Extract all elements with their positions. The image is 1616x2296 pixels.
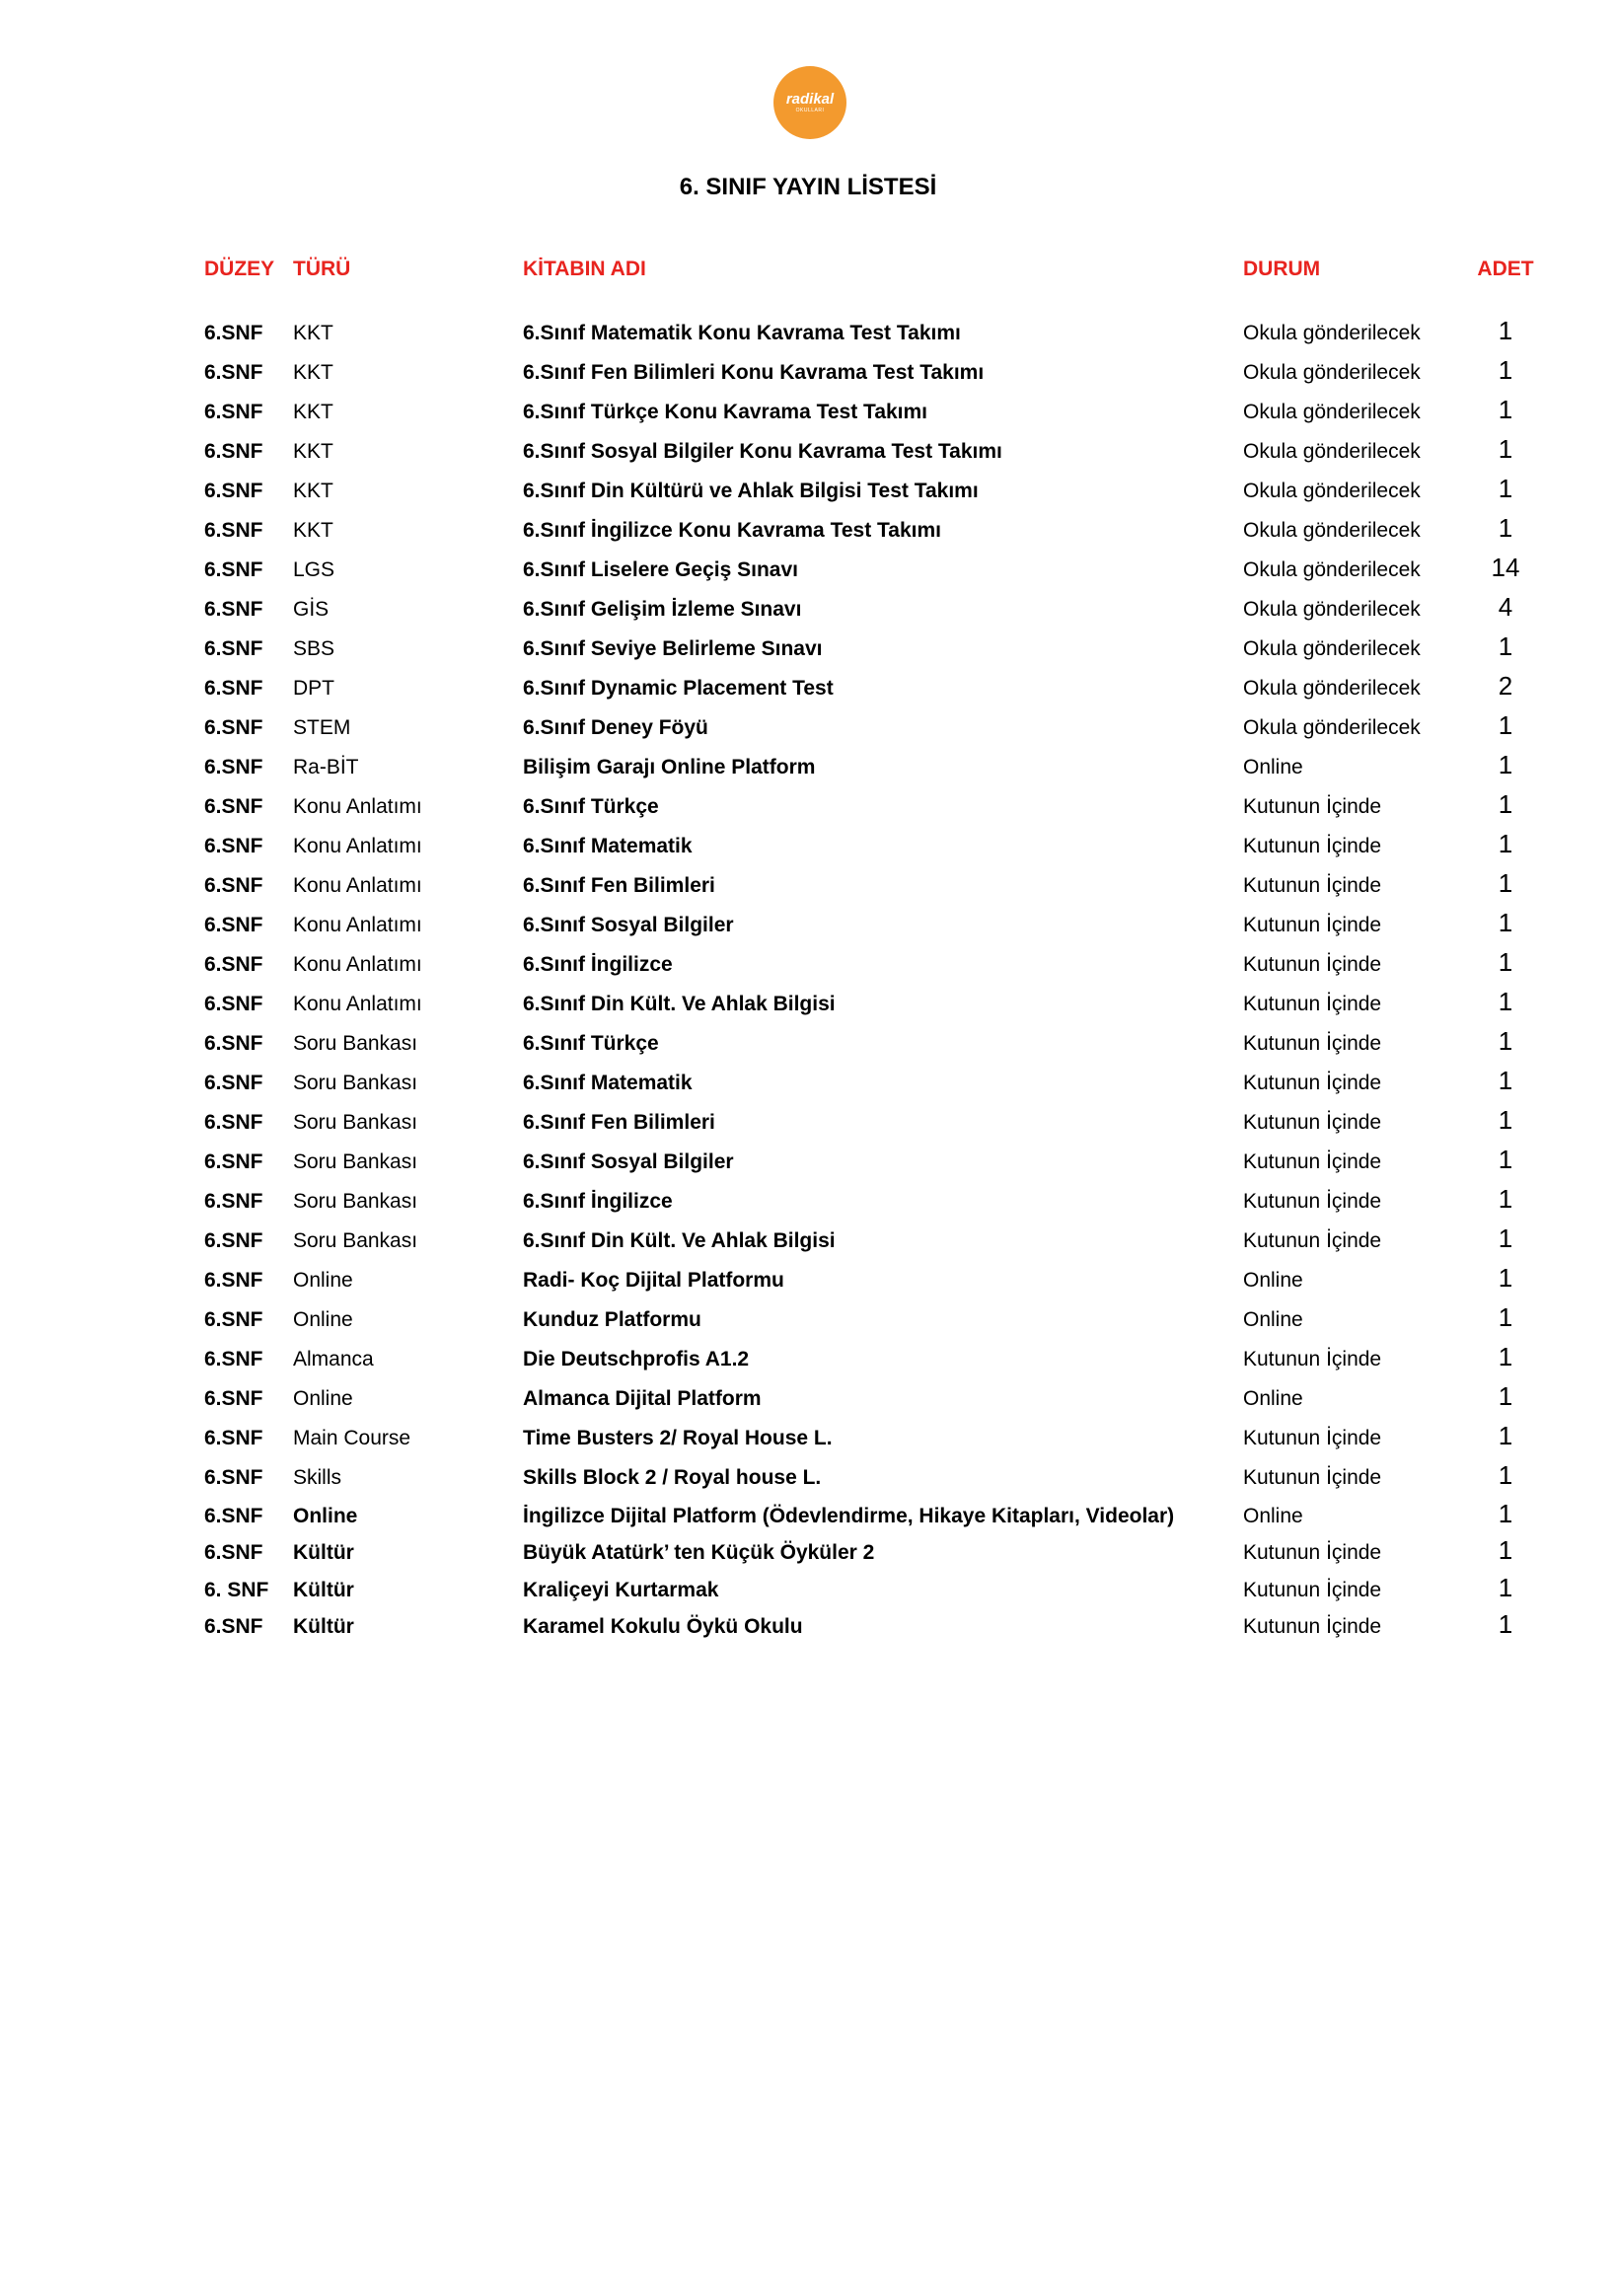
row-book-name: 6.Sınıf Gelişim İzleme Sınavı <box>523 598 802 621</box>
table-row <box>0 1300 1616 1340</box>
header-status: DURUM <box>1243 258 1321 280</box>
row-book-name: 6.Sınıf Sosyal Bilgiler <box>523 914 734 936</box>
table-row <box>0 906 1616 945</box>
row-status: Kutunun İçinde <box>1243 914 1382 936</box>
row-status: Kutunun İçinde <box>1243 1190 1382 1213</box>
row-quantity: 1 <box>1498 1066 1513 1095</box>
table-row <box>0 1572 1616 1608</box>
row-status: Online <box>1243 1387 1303 1410</box>
row-status: Okula gönderilecek <box>1243 519 1421 542</box>
table-row <box>0 393 1616 432</box>
row-type: Konu Anlatımı <box>293 993 422 1015</box>
row-type: Konu Anlatımı <box>293 874 422 897</box>
row-quantity: 1 <box>1498 750 1513 779</box>
row-level: 6.SNF <box>204 637 263 660</box>
table-row <box>0 866 1616 906</box>
row-level: 6.SNF <box>204 1150 263 1173</box>
row-quantity: 1 <box>1498 474 1513 503</box>
row-type: Online <box>293 1387 353 1410</box>
row-quantity: 1 <box>1498 1381 1513 1411</box>
row-quantity: 1 <box>1498 1421 1513 1450</box>
row-status: Kutunun İçinde <box>1243 1427 1382 1449</box>
row-type: Soru Bankası <box>293 1072 418 1094</box>
row-status: Kutunun İçinde <box>1243 1614 1382 1638</box>
table-row <box>0 708 1616 748</box>
row-status: Okula gönderilecek <box>1243 480 1421 502</box>
table-row <box>0 1534 1616 1571</box>
logo-subtext: OKULLARI <box>795 107 825 113</box>
row-level: 6.SNF <box>204 1466 263 1489</box>
row-type: LGS <box>293 558 335 581</box>
row-book-name: 6.Sınıf Liselere Geçiş Sınavı <box>523 558 798 581</box>
row-book-name: 6.Sınıf İngilizce <box>523 953 673 976</box>
row-status: Kutunun İçinde <box>1243 874 1382 897</box>
row-book-name: 6.Sınıf Türkçe Konu Kavrama Test Takımı <box>523 401 928 423</box>
row-level: 6.SNF <box>204 480 263 502</box>
row-level: 6.SNF <box>204 1072 263 1094</box>
publication-table <box>0 314 1616 1645</box>
row-quantity: 1 <box>1498 316 1513 345</box>
table-row <box>0 630 1616 669</box>
row-quantity: 14 <box>1491 553 1520 582</box>
row-type: KKT <box>293 480 333 502</box>
row-level: 6.SNF <box>204 1541 263 1565</box>
table-row <box>0 827 1616 866</box>
row-book-name: 6.Sınıf Fen Bilimleri <box>523 1111 715 1134</box>
row-status: Kutunun İçinde <box>1243 1229 1382 1252</box>
row-quantity: 1 <box>1498 513 1513 543</box>
row-quantity: 2 <box>1498 671 1513 701</box>
row-status: Okula gönderilecek <box>1243 440 1421 463</box>
row-book-name: Kunduz Platformu <box>523 1308 701 1331</box>
row-book-name: Skills Block 2 / Royal house L. <box>523 1466 822 1489</box>
row-type: Soru Bankası <box>293 1150 418 1173</box>
row-status: Okula gönderilecek <box>1243 637 1421 660</box>
table-row <box>0 1064 1616 1103</box>
row-level: 6.SNF <box>204 914 263 936</box>
row-quantity: 4 <box>1498 592 1513 622</box>
row-level: 6.SNF <box>204 1387 263 1410</box>
row-type: Skills <box>293 1466 342 1489</box>
table-row <box>0 1379 1616 1419</box>
row-quantity: 1 <box>1498 710 1513 740</box>
row-level: 6.SNF <box>204 874 263 897</box>
row-type: Kültür <box>293 1541 354 1565</box>
row-type: KKT <box>293 401 333 423</box>
row-status: Kutunun İçinde <box>1243 1072 1382 1094</box>
row-type: Soru Bankası <box>293 1190 418 1213</box>
row-level: 6.SNF <box>204 598 263 621</box>
table-row <box>0 511 1616 551</box>
row-book-name: 6.Sınıf Deney Föyü <box>523 716 708 739</box>
table-row <box>0 1261 1616 1300</box>
row-status: Online <box>1243 756 1303 778</box>
row-status: Kutunun İçinde <box>1243 953 1382 976</box>
row-status: Online <box>1243 1308 1303 1331</box>
row-status: Online <box>1243 1505 1303 1527</box>
row-level: 6.SNF <box>204 677 263 700</box>
row-type: DPT <box>293 677 334 700</box>
row-status: Okula gönderilecek <box>1243 598 1421 621</box>
row-quantity: 1 <box>1498 1302 1513 1332</box>
row-level: 6. SNF <box>204 1578 269 1601</box>
table-row <box>0 985 1616 1024</box>
row-type: Kültür <box>293 1614 354 1638</box>
row-book-name: 6.Sınıf Din Kültürü ve Ahlak Bilgisi Test Takımı <box>523 480 979 502</box>
row-type: STEM <box>293 716 351 739</box>
row-type: Kültür <box>293 1578 354 1601</box>
row-quantity: 1 <box>1498 908 1513 937</box>
row-level: 6.SNF <box>204 993 263 1015</box>
row-quantity: 1 <box>1498 947 1513 977</box>
table-row <box>0 1498 1616 1534</box>
row-status: Kutunun İçinde <box>1243 1348 1382 1370</box>
row-quantity: 1 <box>1498 631 1513 661</box>
row-level: 6.SNF <box>204 835 263 857</box>
row-book-name: 6.Sınıf Matematik <box>523 835 693 857</box>
row-status: Kutunun İçinde <box>1243 1466 1382 1489</box>
table-header <box>0 258 1616 287</box>
row-type: KKT <box>293 519 333 542</box>
table-row <box>0 472 1616 511</box>
row-quantity: 1 <box>1498 1342 1513 1371</box>
row-quantity: 1 <box>1498 434 1513 464</box>
row-type: KKT <box>293 361 333 384</box>
row-type: Konu Anlatımı <box>293 914 422 936</box>
row-level: 6.SNF <box>204 1032 263 1055</box>
row-status: Kutunun İçinde <box>1243 1541 1382 1565</box>
row-status: Okula gönderilecek <box>1243 716 1421 739</box>
row-level: 6.SNF <box>204 1348 263 1370</box>
row-book-name: Almanca Dijital Platform <box>523 1387 762 1410</box>
row-quantity: 1 <box>1498 355 1513 385</box>
row-level: 6.SNF <box>204 440 263 463</box>
row-book-name: 6.Sınıf Seviye Belirleme Sınavı <box>523 637 823 660</box>
row-quantity: 1 <box>1498 1145 1513 1174</box>
row-book-name: 6.Sınıf Sosyal Bilgiler Konu Kavrama Test Takımı <box>523 440 1002 463</box>
logo-text: radikal <box>785 90 835 108</box>
table-row <box>0 314 1616 353</box>
row-level: 6.SNF <box>204 1111 263 1134</box>
row-status: Okula gönderilecek <box>1243 401 1421 423</box>
row-quantity: 1 <box>1498 829 1513 858</box>
row-level: 6.SNF <box>204 361 263 384</box>
row-type: Konu Anlatımı <box>293 835 422 857</box>
table-row <box>0 1340 1616 1379</box>
row-quantity: 1 <box>1498 1026 1513 1056</box>
table-row <box>0 551 1616 590</box>
row-type: Soru Bankası <box>293 1111 418 1134</box>
row-status: Kutunun İçinde <box>1243 1111 1382 1134</box>
row-status: Kutunun İçinde <box>1243 993 1382 1015</box>
table-row <box>0 1419 1616 1458</box>
row-quantity: 1 <box>1498 1535 1513 1566</box>
table-row <box>0 1458 1616 1498</box>
row-type: GİS <box>293 598 330 621</box>
row-status: Online <box>1243 1269 1303 1292</box>
row-level: 6.SNF <box>204 1229 263 1252</box>
row-level: 6.SNF <box>204 1269 263 1292</box>
row-book-name: 6.Sınıf İngilizce Konu Kavrama Test Takımı <box>523 519 941 542</box>
table-row <box>0 748 1616 787</box>
row-type: Almanca <box>293 1348 374 1370</box>
row-book-name: 6.Sınıf Din Kült. Ve Ahlak Bilgisi <box>523 1229 836 1252</box>
row-status: Kutunun İçinde <box>1243 795 1382 818</box>
row-level: 6.SNF <box>204 756 263 778</box>
row-type: Soru Bankası <box>293 1032 418 1055</box>
row-book-name: 6.Sınıf Türkçe <box>523 1032 659 1055</box>
row-level: 6.SNF <box>204 519 263 542</box>
row-book-name: Die Deutschprofis A1.2 <box>523 1348 750 1370</box>
row-level: 6.SNF <box>204 795 263 818</box>
row-book-name: 6.Sınıf Sosyal Bilgiler <box>523 1150 734 1173</box>
row-book-name: Kraliçeyi Kurtarmak <box>523 1578 719 1601</box>
row-book-name: 6.Sınıf İngilizce <box>523 1190 673 1213</box>
row-book-name: 6.Sınıf Türkçe <box>523 795 659 818</box>
row-level: 6.SNF <box>204 1308 263 1331</box>
table-row <box>0 353 1616 393</box>
row-book-name: 6.Sınıf Fen Bilimleri <box>523 874 715 897</box>
row-level: 6.SNF <box>204 558 263 581</box>
row-quantity: 1 <box>1498 789 1513 819</box>
row-book-name: 6.Sınıf Fen Bilimleri Konu Kavrama Test Takımı <box>523 361 985 384</box>
table-row <box>0 1143 1616 1182</box>
row-book-name: Time Busters 2/ Royal House L. <box>523 1427 833 1449</box>
row-quantity: 1 <box>1498 1572 1513 1602</box>
row-book-name: Büyük Atatürk’ ten Küçük Öyküler 2 <box>523 1541 875 1565</box>
row-status: Okula gönderilecek <box>1243 677 1421 700</box>
row-status: Okula gönderilecek <box>1243 322 1421 344</box>
row-type: Main Course <box>293 1427 411 1449</box>
row-type: KKT <box>293 440 333 463</box>
row-level: 6.SNF <box>204 1427 263 1449</box>
row-book-name: Bilişim Garajı Online Platform <box>523 756 816 778</box>
row-type: Online <box>293 1308 353 1331</box>
row-level: 6.SNF <box>204 716 263 739</box>
row-type: SBS <box>293 637 335 660</box>
row-quantity: 1 <box>1498 1460 1513 1490</box>
row-level: 6.SNF <box>204 401 263 423</box>
row-quantity: 1 <box>1498 1184 1513 1214</box>
table-row <box>0 1103 1616 1143</box>
row-type: Online <box>293 1505 358 1527</box>
row-type: Konu Anlatımı <box>293 795 422 818</box>
row-quantity: 1 <box>1498 1223 1513 1253</box>
page-title: 6. SINIF YAYIN LİSTESİ <box>679 174 937 200</box>
table-row <box>0 1024 1616 1064</box>
row-level: 6.SNF <box>204 1190 263 1213</box>
table-row <box>0 590 1616 630</box>
row-type: Soru Bankası <box>293 1229 418 1252</box>
header-quantity: ADET <box>1477 258 1534 280</box>
row-status: Kutunun İçinde <box>1243 1032 1382 1055</box>
header-level: DÜZEY <box>204 258 275 280</box>
row-type: Online <box>293 1269 353 1292</box>
school-logo <box>773 66 846 139</box>
row-type: KKT <box>293 322 333 344</box>
row-status: Kutunun İçinde <box>1243 1578 1382 1601</box>
table-row <box>0 1608 1616 1645</box>
table-row <box>0 787 1616 827</box>
table-row <box>0 669 1616 708</box>
row-status: Kutunun İçinde <box>1243 835 1382 857</box>
table-row <box>0 1222 1616 1261</box>
row-quantity: 1 <box>1498 1608 1513 1639</box>
row-book-name: 6.Sınıf Dynamic Placement Test <box>523 677 834 700</box>
row-quantity: 1 <box>1498 1105 1513 1135</box>
row-quantity: 1 <box>1498 987 1513 1016</box>
row-type: Konu Anlatımı <box>293 953 422 976</box>
row-book-name: 6.Sınıf Matematik Konu Kavrama Test Takımı <box>523 322 961 344</box>
row-quantity: 1 <box>1498 1499 1513 1528</box>
row-quantity: 1 <box>1498 1263 1513 1293</box>
table-row <box>0 432 1616 472</box>
row-book-name: İngilizce Dijital Platform (Ödevlendirme, Hikaye Kitapları, Videolar) <box>523 1505 1175 1527</box>
row-book-name: 6.Sınıf Din Kült. Ve Ahlak Bilgisi <box>523 993 836 1015</box>
header-type: TÜRÜ <box>293 258 351 280</box>
row-type: Ra-BİT <box>293 756 359 778</box>
row-level: 6.SNF <box>204 953 263 976</box>
row-level: 6.SNF <box>204 322 263 344</box>
row-status: Kutunun İçinde <box>1243 1150 1382 1173</box>
row-level: 6.SNF <box>204 1505 263 1527</box>
row-level: 6.SNF <box>204 1614 263 1638</box>
header-book-name: KİTABIN ADI <box>523 258 646 280</box>
row-book-name: Radi- Koç Dijital Platformu <box>523 1269 784 1292</box>
table-row <box>0 945 1616 985</box>
table-row <box>0 1182 1616 1222</box>
row-quantity: 1 <box>1498 395 1513 424</box>
row-status: Okula gönderilecek <box>1243 361 1421 384</box>
row-quantity: 1 <box>1498 868 1513 898</box>
row-status: Okula gönderilecek <box>1243 558 1421 581</box>
row-book-name: 6.Sınıf Matematik <box>523 1072 693 1094</box>
row-book-name: Karamel Kokulu Öykü Okulu <box>523 1614 803 1638</box>
